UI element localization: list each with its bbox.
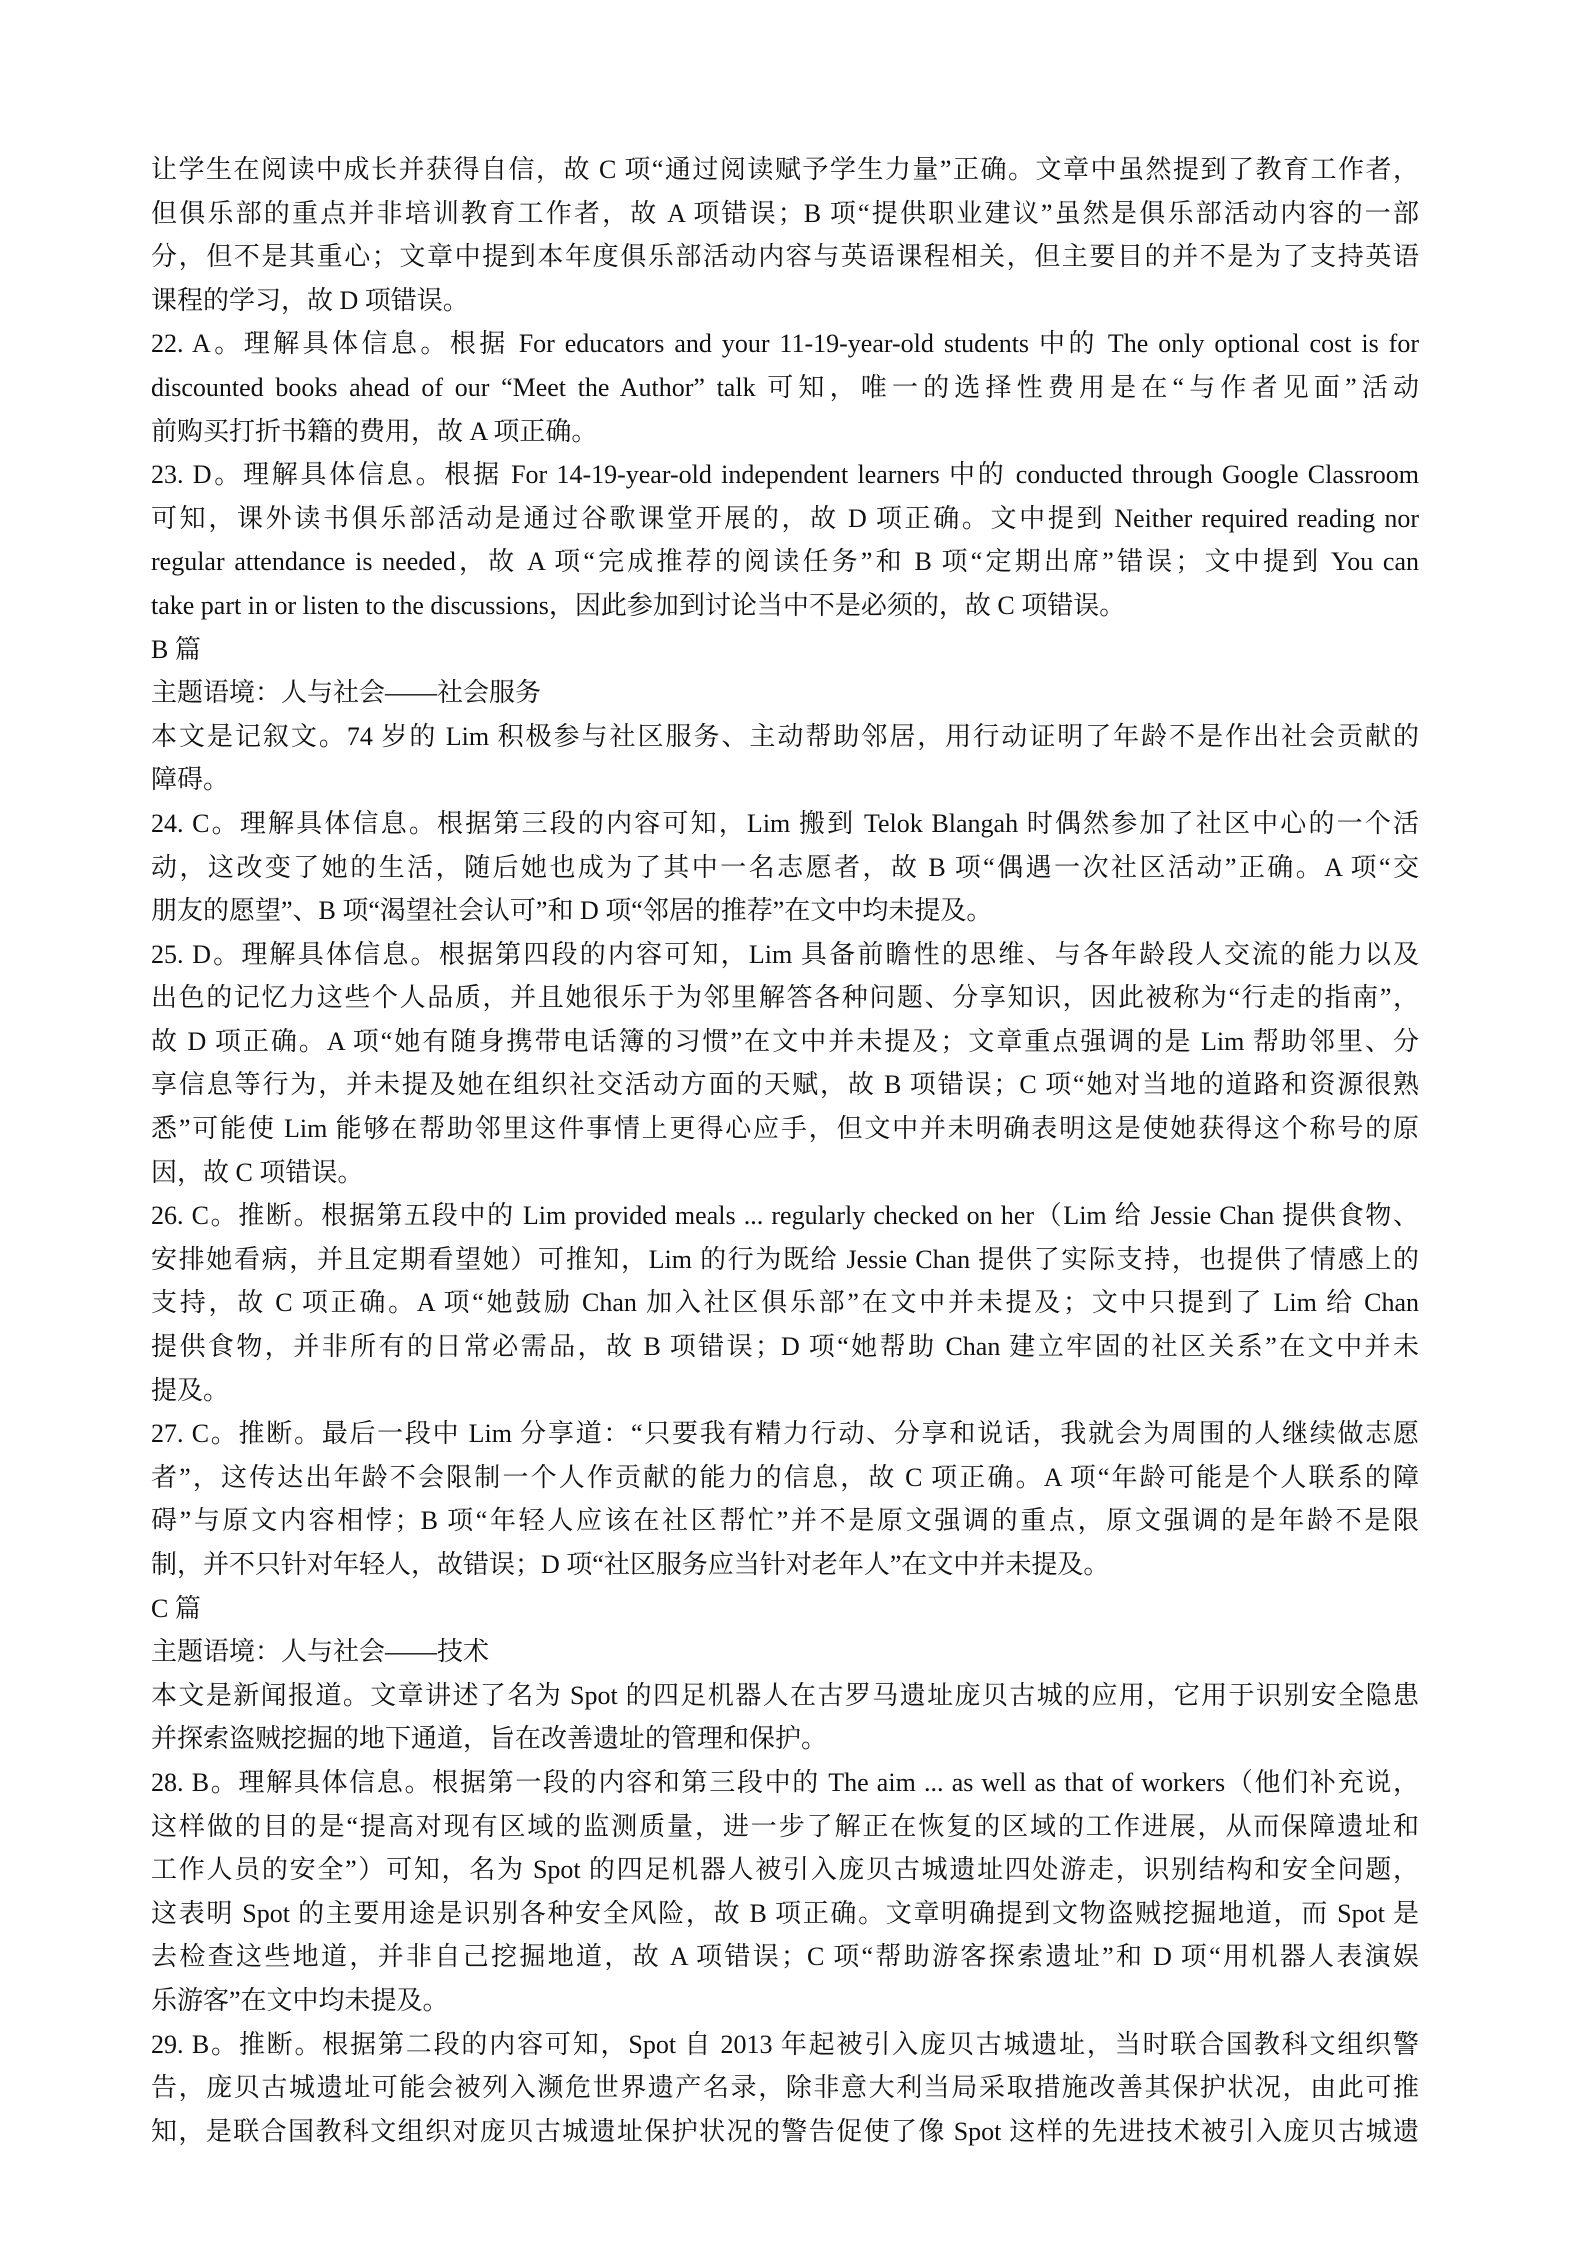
paragraph-q23 [151,453,1419,627]
text-line: 提及。 [151,1375,230,1405]
text-line: 课程的学习，故 D 项错误。 [151,285,469,315]
paragraph-q27 [151,1412,1419,1586]
text-line: 27. C。推断。最后一段中 Lim 分享道：“只要我有精力行动、分享和说话，我就会为周围的人继续做志愿 [151,1419,1419,1449]
text-line: 24. C。理解具体信息。根据第三段的内容可知，Lim 搬到 Telok Blangah 时偶然参加了社区中心的一个活 [151,808,1419,838]
text-line: 去检查这些地道，并非自己挖掘地道，故 A 项错误；C 项“帮助游客探索遗址”和 D 项“用机器人表演娱 [151,1942,1419,1972]
text-line: 本文是记叙文。74 岁的 Lim 积极参与社区服务、主动帮助邻居，用行动证明了年龄不是作出社会贡献的 [151,721,1419,751]
text-line: 前购买打折书籍的费用，故 A 项正确。 [151,416,598,446]
text-line: 故 D 项正确。A 项“她有随身携带电话簿的习惯”在文中并未提及；文章重点强调的是 Lim 帮助邻里、分 [151,1026,1419,1056]
text-line: 知，是联合国教科文组织对庞贝古城遗址保护状况的警告促使了像 Spot 这样的先进技术被引入庞贝古城遗 [151,2116,1419,2146]
theme-line: 主题语境：人与社会——技术 [151,1637,490,1667]
paragraph-q21-continued [151,148,1419,322]
text-line: 者”，这传达出年龄不会限制一个人作贡献的能力的信息，故 C 项正确。A 项“年龄可能是个人联系的障 [151,1462,1419,1492]
text-line: 安排她看病，并且定期看望她）可推知，Lim 的行为既给 Jessie Chan 提供了实际支持，也提供了情感上的 [151,1244,1419,1274]
text-line: 告，庞贝古城遗址可能会被列入濒危世界遗产名录，除非意大利当局采取措施改善其保护状况，由此可推 [151,2073,1419,2103]
text-line: 提供食物，并非所有的日常必需品，故 B 项错误；D 项“她帮助 Chan 建立牢固的社区关系”在文中并未 [151,1332,1419,1362]
text-line: 23. D。理解具体信息。根据 For 14-19-year-old independent learners 中的 conducted through Google Classroom [151,460,1419,490]
section-heading: C 篇 [151,1593,201,1623]
text-line: take part in or listen to the discussions，因此参加到讨论当中不是必须的，故 C 项错误。 [151,590,1126,620]
text-line: 朋友的愿望”、B 项“渴望社会认可”和 D 项“邻居的推荐”在文中均未提及。 [151,896,993,926]
text-line: 悉”可能使 Lim 能够在帮助邻里这件事情上更得心应手，但文中并未明确表明这是使她获得这个称号的原 [151,1114,1419,1144]
text-line: 享信息等行为，并未提及她在组织社交活动方面的天赋，故 B 项错误；C 项“她对当地的道路和资源很熟 [151,1070,1419,1100]
text-line: 工作人员的安全”）可知，名为 Spot 的四足机器人被引入庞贝古城遗址四处游走，识别结构和安全问题， [151,1855,1419,1885]
theme-line: 主题语境：人与社会——社会服务 [151,678,542,708]
text-line: 让学生在阅读中成长并获得自信，故 C 项“通过阅读赋予学生力量”正确。文章中虽然提到了教育工作者， [151,155,1419,184]
paragraph-q25 [151,933,1419,1195]
text-line: 障碍。 [151,765,230,795]
text-line: 出色的记忆力这些个人品质，并且她很乐于为邻里解答各种问题、分享知识，因此被称为“行走的指南”， [151,983,1419,1013]
text-line: 这样做的目的是“提高对现有区域的监测质量，进一步了解正在恢复的区域的工作进展，从而保障遗址和 [151,1811,1419,1841]
text-line: 分，但不是其重心；文章中提到本年度俱乐部活动内容与英语课程相关，但主要目的并不是为了支持英语 [151,242,1419,272]
text-line: 支持，故 C 项正确。A 项“她鼓励 Chan 加入社区俱乐部”在文中并未提及；文中只提到了 Lim 给 Chan [151,1288,1419,1318]
section-c [151,1587,1419,1761]
paragraph-q24 [151,802,1419,933]
paragraph-q22 [151,322,1419,453]
text-line: 但俱乐部的重点并非培训教育工作者，故 A 项错误；B 项“提供职业建议”虽然是俱乐部活动内容的一部 [151,198,1419,228]
paragraph-q28 [151,1761,1419,2023]
text-line: 22. A。理解具体信息。根据 For educators and your 11-19-year-old students 中的 The only optional cost is for [151,329,1419,359]
answer-key-page [151,148,1419,2153]
section-heading: B 篇 [151,634,201,664]
text-line: 动，这改变了她的生活，随后她也成为了其中一名志愿者，故 B 项“偶遇一次社区活动”正确。A 项“交 [151,852,1419,882]
text-line: 乐游客”在文中均未提及。 [151,1985,449,2015]
text-line: 因，故 C 项错误。 [151,1157,364,1187]
text-line: discounted books ahead of our “Meet the Author” talk 可知，唯一的选择性费用是在“与作者见面”活动 [151,372,1419,402]
text-line: 碍”与原文内容相悖；B 项“年轻人应该在社区帮忙”并不是原文强调的重点，原文强调的是年龄不是限 [151,1506,1419,1536]
text-line: 可知，课外读书俱乐部活动是通过谷歌课堂开展的，故 D 项正确。文中提到 Neither required reading nor [151,503,1419,533]
section-b [151,628,1419,802]
text-line: 26. C。推断。根据第五段中的 Lim provided meals ... regularly checked on her（Lim 给 Jessie Chan 提供食物、 [151,1201,1419,1231]
text-line: 29. B。推断。根据第二段的内容可知，Spot 自 2013 年起被引入庞贝古城遗址，当时联合国教科文组织警 [151,2029,1419,2059]
text-line: 28. B。理解具体信息。根据第一段的内容和第三段中的 The aim ... as well as that of workers（他们补充说， [151,1767,1419,1797]
text-line: regular attendance is needed，故 A 项“完成推荐的阅读任务”和 B 项“定期出席”错误；文中提到 You can [151,547,1419,577]
text-line: 25. D。理解具体信息。根据第四段的内容可知，Lim 具备前瞻性的思维、与各年龄段人交流的能力以及 [151,939,1419,969]
text-line: 并探索盗贼挖掘的地下通道，旨在改善遗址的管理和保护。 [151,1724,828,1754]
paragraph-q26 [151,1194,1419,1412]
text-line: 这表明 Spot 的主要用途是识别各种安全风险，故 B 项正确。文章明确提到文物盗贼挖掘地道，而 Spot 是 [151,1898,1419,1928]
text-line: 制，并不只针对年轻人，故错误；D 项“社区服务应当针对老年人”在文中并未提及。 [151,1550,1110,1579]
paragraph-q29 [151,2023,1419,2154]
text-line: 本文是新闻报道。文章讲述了名为 Spot 的四足机器人在古罗马遗址庞贝古城的应用，它用于识别安全隐患 [151,1680,1419,1710]
